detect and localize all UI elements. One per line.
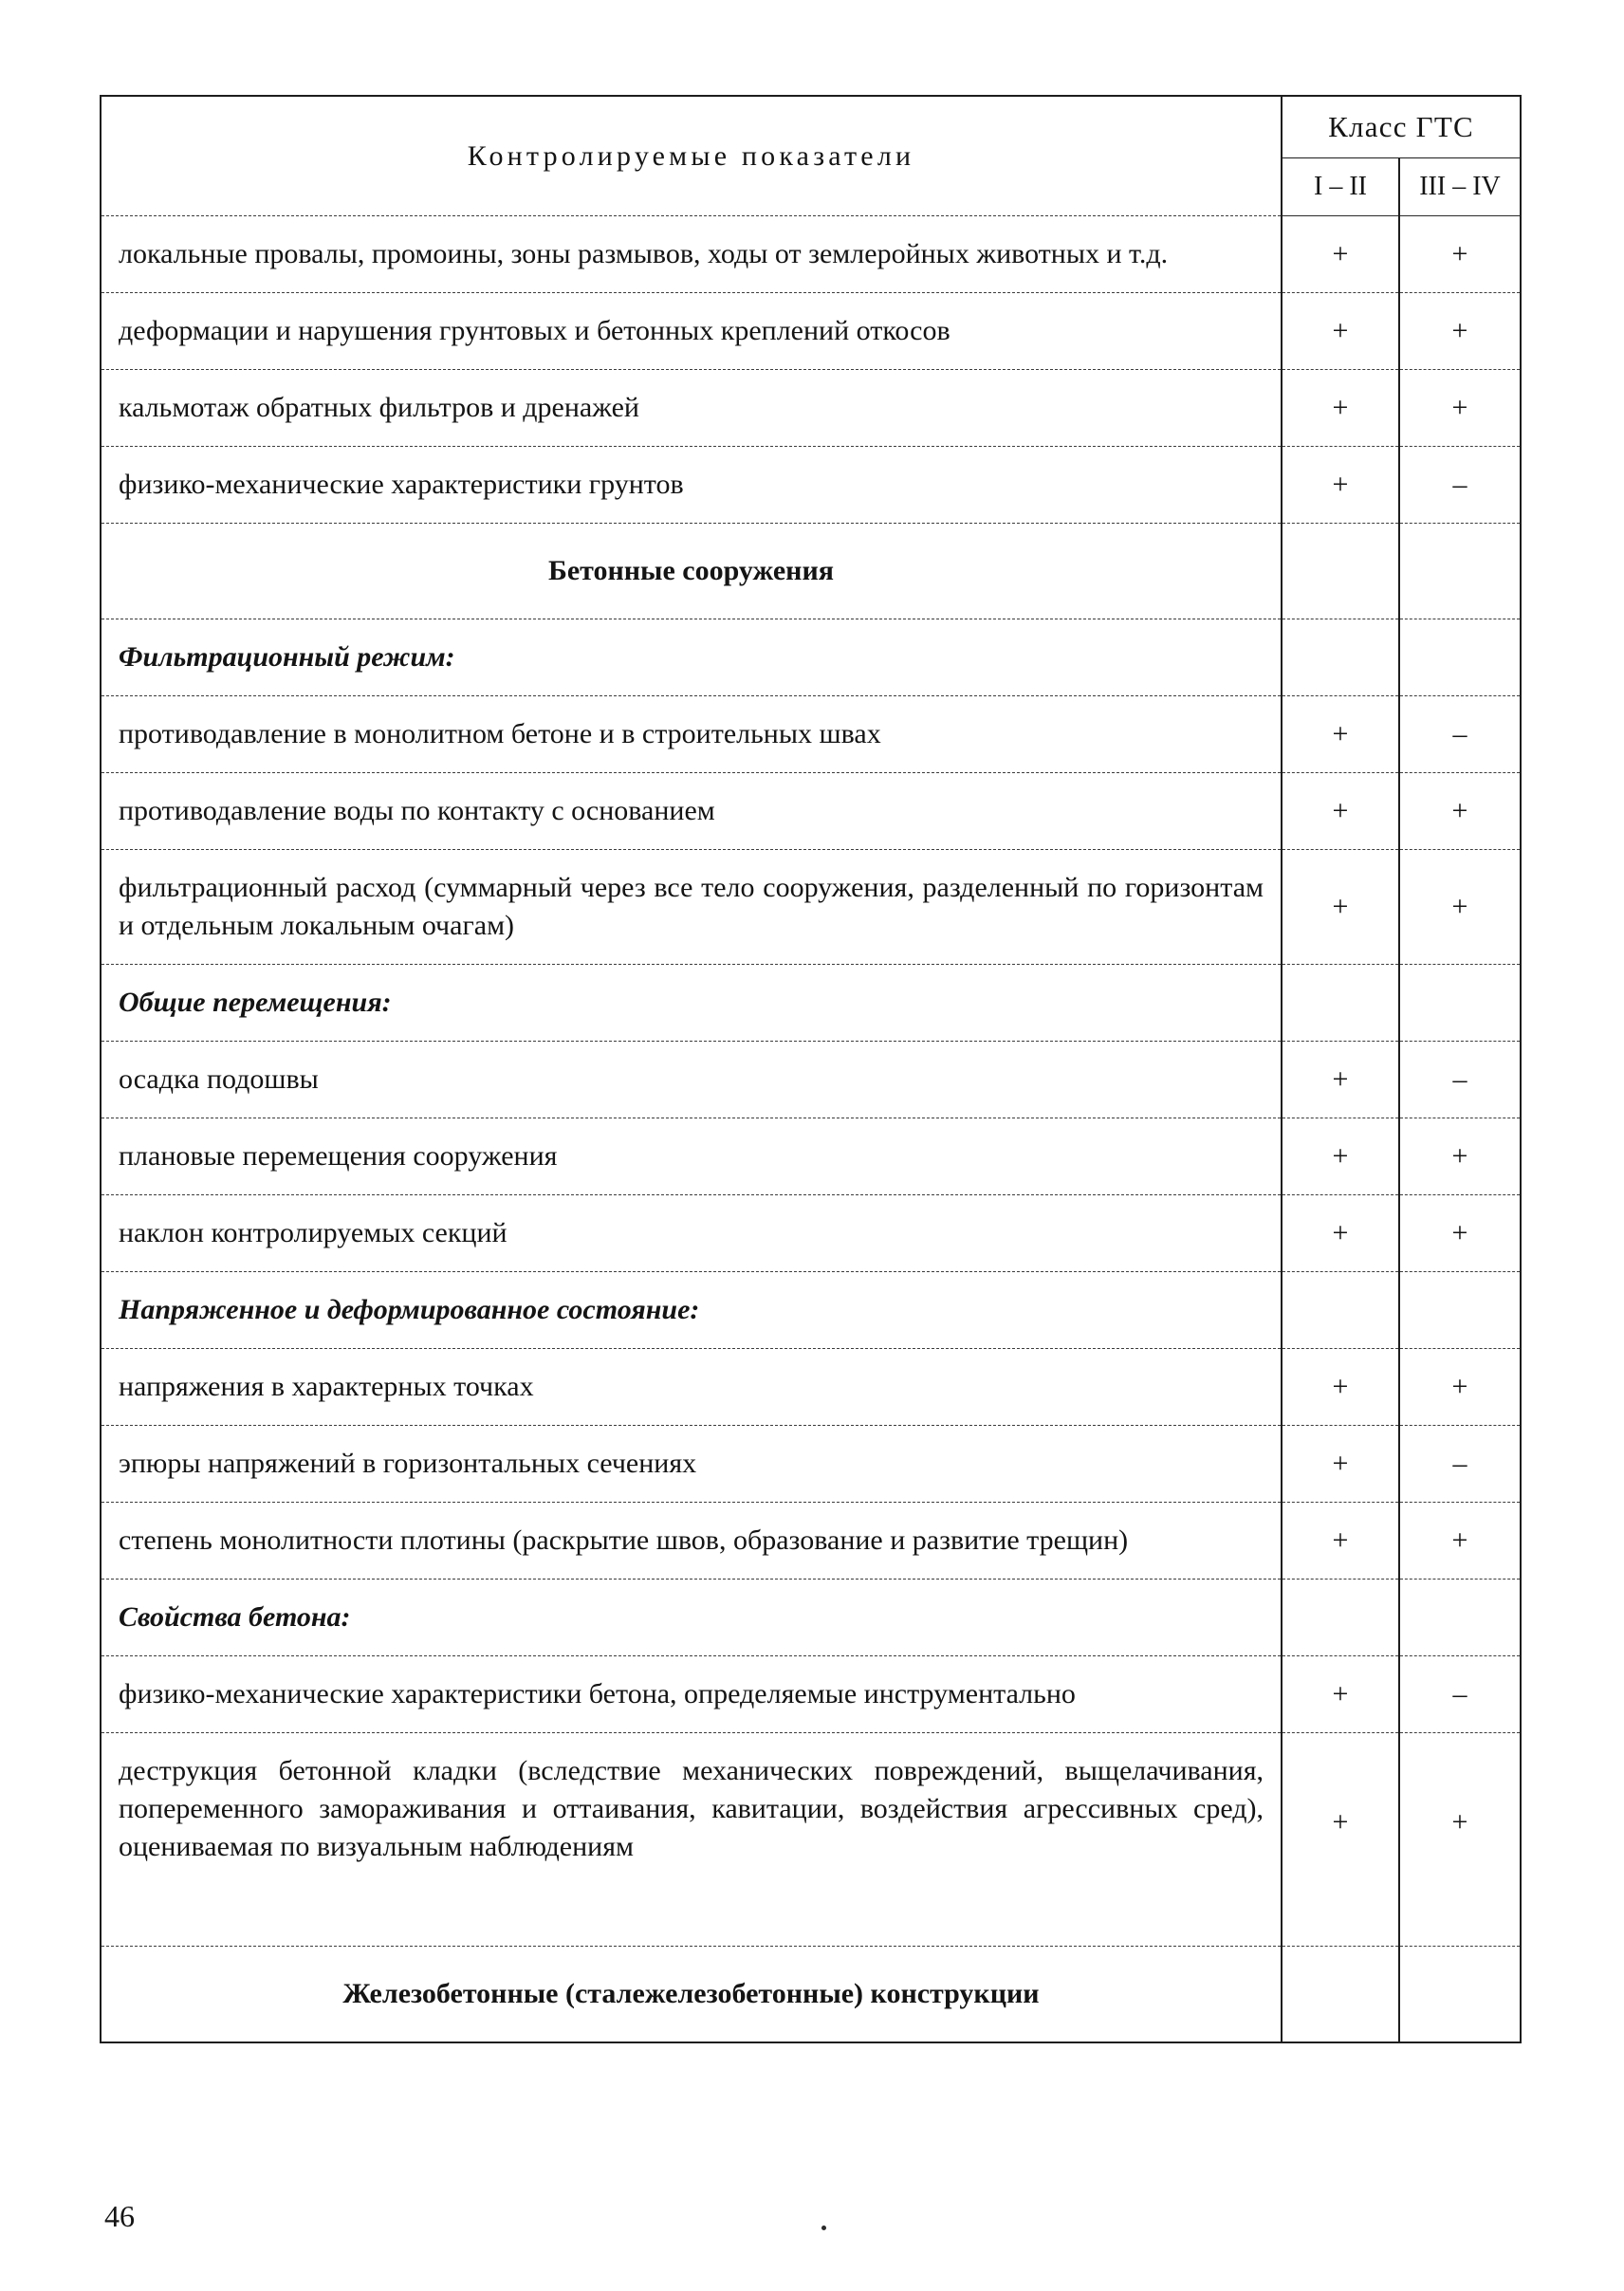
mark-class-1-2: [1282, 1947, 1399, 2043]
table-row: [101, 1118, 1521, 1195]
table-row: [101, 293, 1521, 370]
mark-class-3-4: –: [1399, 1426, 1521, 1503]
table-row: [101, 619, 1521, 696]
indicator-text: фильтрационный расход (суммарный через все тело сооружения, разделенный по горизонтам и отдельным локальным очагам): [101, 850, 1282, 965]
mark-class-3-4: +: [1399, 850, 1521, 965]
mark-class-1-2: +: [1282, 1349, 1399, 1426]
mark-class-3-4: –: [1399, 447, 1521, 524]
mark-class-1-2: +: [1282, 447, 1399, 524]
section-heading: Бетонные сооружения: [101, 524, 1282, 619]
indicator-text: степень монолитности плотины (раскрытие швов, образование и развитие трещин): [101, 1503, 1282, 1580]
mark-class-3-4: [1399, 1580, 1521, 1656]
mark-class-3-4: +: [1399, 1118, 1521, 1195]
table-row: [101, 1733, 1521, 1947]
table-row: [101, 696, 1521, 773]
table-row: [101, 370, 1521, 447]
mark-class-1-2: +: [1282, 1733, 1399, 1947]
column-header-indicators: Контролируемые показатели: [101, 96, 1282, 216]
column-header-class-gts: Класс ГТС: [1282, 96, 1521, 158]
indicator-text: напряжения в характерных точках: [101, 1349, 1282, 1426]
scan-artifact-dot: [821, 2226, 826, 2230]
mark-class-3-4: +: [1399, 1733, 1521, 1947]
mark-class-1-2: +: [1282, 293, 1399, 370]
mark-class-1-2: [1282, 1580, 1399, 1656]
mark-class-1-2: [1282, 1272, 1399, 1349]
mark-class-3-4: [1399, 1947, 1521, 2043]
indicator-text: физико-механические характеристики грунтов: [101, 447, 1282, 524]
table-row: [101, 1426, 1521, 1503]
table-row: [101, 447, 1521, 524]
indicator-text: противодавление воды по контакту с основанием: [101, 773, 1282, 850]
mark-class-3-4: +: [1399, 293, 1521, 370]
mark-class-3-4: +: [1399, 1195, 1521, 1272]
table-row: [101, 1656, 1521, 1733]
mark-class-1-2: [1282, 619, 1399, 696]
table-row: [101, 773, 1521, 850]
table-header: [101, 96, 1521, 216]
mark-class-1-2: [1282, 524, 1399, 619]
table-row: [101, 850, 1521, 965]
mark-class-1-2: +: [1282, 1426, 1399, 1503]
mark-class-1-2: +: [1282, 1503, 1399, 1580]
mark-class-1-2: +: [1282, 696, 1399, 773]
header-row-1: [101, 96, 1521, 158]
controlled-indicators-table: [100, 95, 1522, 2043]
mark-class-1-2: +: [1282, 1656, 1399, 1733]
indicator-text: эпюры напряжений в горизонтальных сечениях: [101, 1426, 1282, 1503]
subsection-heading: Общие перемещения:: [101, 965, 1282, 1042]
column-header-class-3-4: III – IV: [1399, 158, 1521, 216]
table-row: [101, 1947, 1521, 2043]
indicator-text: осадка подошвы: [101, 1042, 1282, 1118]
mark-class-3-4: +: [1399, 1349, 1521, 1426]
mark-class-3-4: [1399, 965, 1521, 1042]
indicator-text: деформации и нарушения грунтовых и бетонных креплений откосов: [101, 293, 1282, 370]
table-row: [101, 1580, 1521, 1656]
table-row: [101, 965, 1521, 1042]
column-header-class-1-2: I – II: [1282, 158, 1399, 216]
mark-class-3-4: +: [1399, 773, 1521, 850]
mark-class-3-4: –: [1399, 1656, 1521, 1733]
mark-class-1-2: +: [1282, 370, 1399, 447]
indicator-text: физико-механические характеристики бетона, определяемые инструментально: [101, 1656, 1282, 1733]
mark-class-1-2: +: [1282, 1195, 1399, 1272]
page-number: 46: [104, 2199, 135, 2233]
mark-class-3-4: [1399, 1272, 1521, 1349]
mark-class-1-2: +: [1282, 1042, 1399, 1118]
mark-class-3-4: +: [1399, 370, 1521, 447]
indicator-text: локальные провалы, промоины, зоны размывов, ходы от землеройных животных и т.д.: [101, 216, 1282, 293]
mark-class-1-2: +: [1282, 216, 1399, 293]
mark-class-1-2: +: [1282, 1118, 1399, 1195]
table-row: [101, 1272, 1521, 1349]
mark-class-3-4: [1399, 524, 1521, 619]
indicator-text: противодавление в монолитном бетоне и в строительных швах: [101, 696, 1282, 773]
table-row: [101, 524, 1521, 619]
mark-class-1-2: [1282, 965, 1399, 1042]
table-row: [101, 216, 1521, 293]
table-row: [101, 1349, 1521, 1426]
mark-class-1-2: +: [1282, 850, 1399, 965]
mark-class-3-4: +: [1399, 216, 1521, 293]
mark-class-3-4: –: [1399, 1042, 1521, 1118]
indicator-text: деструкция бетонной кладки (вследствие механических повреждений, выщелачивания, попеременного замораживания и оттаивания, кавитации, воздействия агрессивных сред), оцениваемая по визуальным наблюдениям: [101, 1733, 1282, 1947]
indicator-text: наклон контролируемых секций: [101, 1195, 1282, 1272]
mark-class-3-4: –: [1399, 696, 1521, 773]
table-body: [101, 216, 1521, 2043]
indicator-text: кальмотаж обратных фильтров и дренажей: [101, 370, 1282, 447]
subsection-heading: Фильтрационный режим:: [101, 619, 1282, 696]
subsection-heading: Свойства бетона:: [101, 1580, 1282, 1656]
table-row: [101, 1503, 1521, 1580]
indicator-text: плановые перемещения сооружения: [101, 1118, 1282, 1195]
subsection-heading: Напряженное и деформированное состояние:: [101, 1272, 1282, 1349]
mark-class-1-2: +: [1282, 773, 1399, 850]
section-heading: Железобетонные (сталежелезобетонные) конструкции: [101, 1947, 1282, 2043]
mark-class-3-4: +: [1399, 1503, 1521, 1580]
mark-class-3-4: [1399, 619, 1521, 696]
table-row: [101, 1195, 1521, 1272]
table-row: [101, 1042, 1521, 1118]
